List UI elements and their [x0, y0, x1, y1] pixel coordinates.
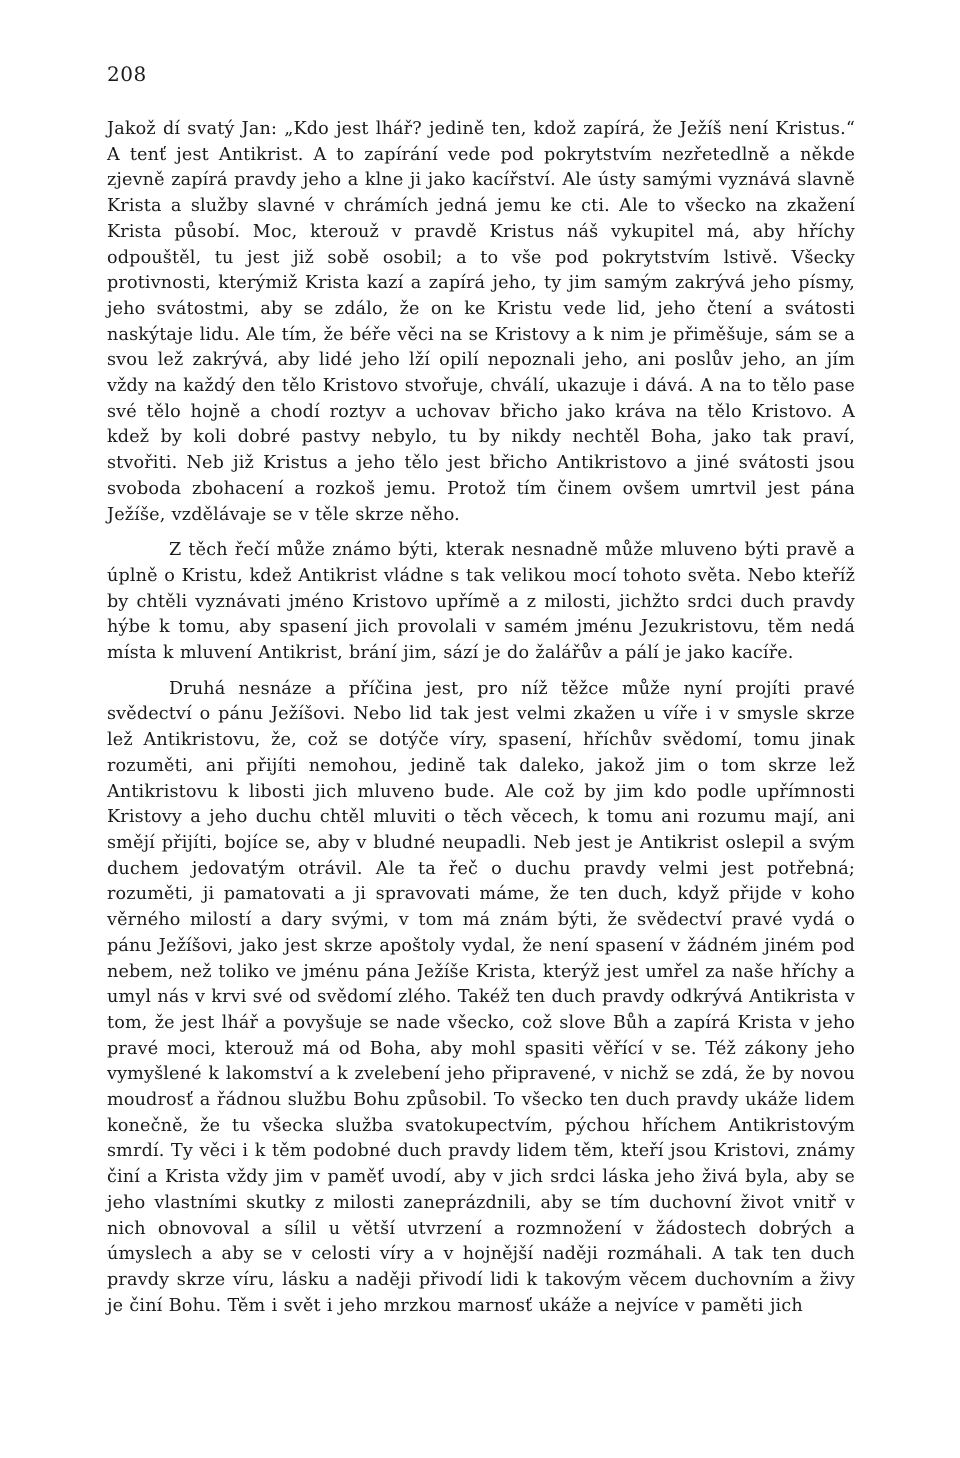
paragraph-2: Z těch řečí může známo býti, kterak nesnadně může mluveno býti pravě a úplně o Kristu, kdež Antikrist vládne s tak velikou mocí tohoto světa. Nebo kteříž by chtěli vyznávati jméno Kristovo upřímě a z milosti, jichžto srdci duch pravdy hýbe k tomu, aby spasení jich provolali v samém jménu Jezukristovu, těm nedá místa k mluvení Antikrist, brání jim, sází je do žalářův a pálí je jako kacíře.	[107, 540, 855, 664]
paragraph-3: Druhá nesnáze a příčina jest, pro níž těžce může nyní projíti pravé svědectví o pánu Ježíšovi. Nebo lid tak jest velmi zkažen u víře i v smysle skrze lež Antikristovu, že, což se dotýče víry, spasení, hříchův svědomí, tomu jinak rozuměti, ani přijíti nemohou, jedině tak daleko, jakož jim o tom skrze lež Antikristovu k libosti jich mluveno bude. Ale což by jim kdo podle upřímnosti Kristovy a jeho duchu chtěl mluviti o těch věcech, k tomu ani rozumu mají, ani smějí přijíti, bojíce se, aby v bludné neupadli. Neb jest je Antikrist oslepil a svým duchem jedovatým otrávil. Ale ta řeč o duchu pravdy velmi jest potřebná; rozuměti, ji pamatovati a ji spravovati máme, že ten duch, když přijde v koho věrného milostí a dary svými, v tom má znám býti, že svědectví pravé vydá o pánu Ježíšovi, jako jest skrze apoštoly vydal, že není spasení v žádném jiném pod nebem, než toliko ve jménu pána Ježíše Krista, kterýž jest umřel za naše hříchy a umyl nás v krvi své od svědomí zlého. Takéž ten duch pravdy odkrývá Antikrista v tom, že jest lhář a povyšuje se nade všecko, což slove Bůh a zapírá Krista v jeho pravé moci, kterouž má od Boha, aby mohl spasiti věřící v se. Též zákony jeho vymyšlené k lakomství a k zvelebení jeho připravené, v nichž se zdá, že by novou moudrosť a řádnou službu Bohu způsobil. To všecko ten duch pravdy ukáže lidem konečně, že tu všecka služba svatokupectvím, pýchou hříchem Antikristovým smrdí. Ty věci i k těm podobné duch pravdy lidem těm, kteří jsou Kristovi, známy činí a Krista vždy jim v paměť uvodí, aby v jich srdci láska jeho živá byla, aby se jeho vlastními skutky z milosti zaneprázdnili, aby se tím duchovní život vnitř v nich obnovoval a sílil u větší utvrzení a rozmnožení v žádostech dobrých a úmyslech a aby se v celosti víry a v hojnější naději rozmáhali. A tak ten duch pravdy skrze víru, lásku a naději přivodí lidi k takovým věcem duchovním a živy je činí Bohu. Těm i svět i jeho mrzkou marnosť ukáže a nejvíce v paměti jich	[107, 678, 855, 1316]
paragraph-1: Jakož dí svatý Jan: „Kdo jest lhář? jedině ten, kdož zapírá, že Ježíš není Kristus.“ A tenť jest Antikrist. A to zapírání vede pod pokrytstvím nezřetedlně a někde zjevně zapírá pravdy jeho a klne ji jako kacířství. Ale ústy samými vyznává slavně Krista a služby slavné v chrámích jedná jemu ke cti. Ale to všecko na zkažení Krista působí. Moc, kterouž v pravdě Kristus náš vykupitel má, aby hříchy odpouštěl, tu jest již sobě osobil; a to vše pod pokrytstvím lstivě. Všecky protivnosti, kterýmiž Krista kazí a zapírá jeho, ty jim samým zakrývá jeho písmy, jeho svátostmi, aby se zdálo, že on ke Kristu vede lid, jeho čtení a svátosti naskýtaje lidu. Ale tím, že béře věci na se Kristovy a k nim je přiměšuje, sám se a svou lež zakrývá, aby lidé jeho lží opilí nepoznali jeho, ani poslův jeho, an jím vždy na každý den tělo Kristovo stvořuje, chválí, ukazuje i dává. A na to tělo pase své tělo hojně a chodí roztyv a uchovav břicho jako kráva na tělo Kristovo. A kdež by koli dobré pastvy nebylo, tu by nikdy nechtěl Boha, jako tak praví, stvořiti. Neb již Kristus a jeho tělo jest břicho Antikristovo a jiné svátosti jsou svoboda zbohacení a rozkoš jemu. Protož tím činem ovšem umrtvil jest pána Ježíše, vzdělávaje se v těle skrze něho.	[107, 119, 855, 525]
body-text	[107, 117, 855, 1319]
page-number: 208	[107, 62, 147, 86]
